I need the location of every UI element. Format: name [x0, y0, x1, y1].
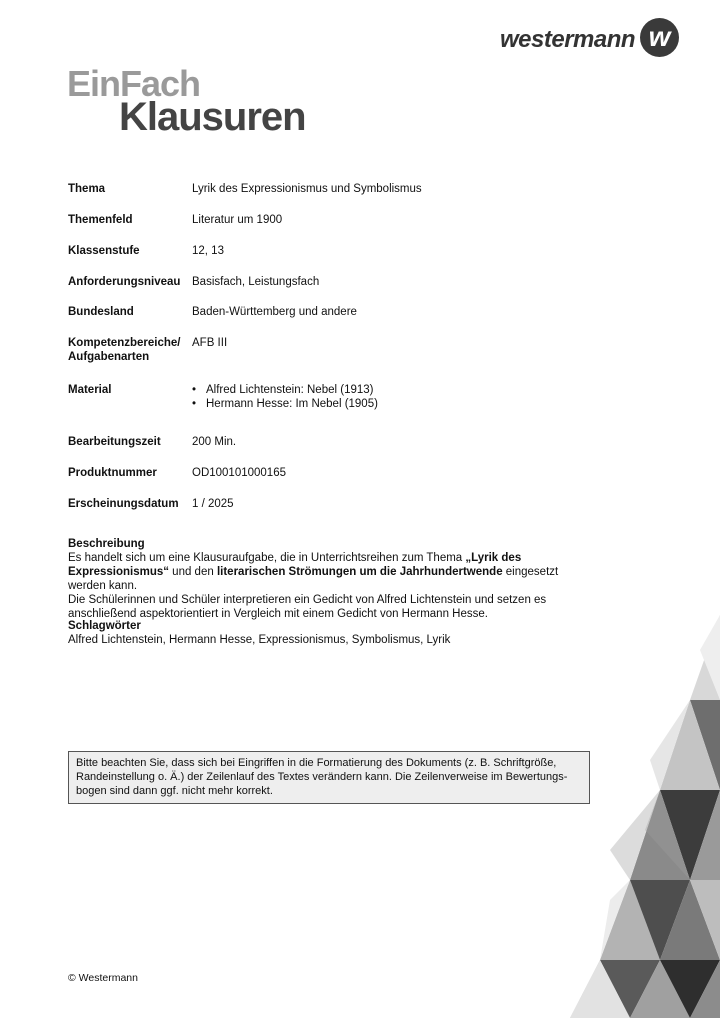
- copyright-footer: © Westermann: [68, 972, 138, 984]
- meta-label: Erscheinungsdatum: [68, 498, 179, 510]
- publisher-logo-badge: w: [640, 18, 679, 57]
- meta-value: 200 Min.: [192, 436, 237, 448]
- meta-label: Produktnummer: [68, 467, 157, 479]
- meta-value: OD100101000165: [192, 467, 286, 479]
- meta-label-line: Kompetenzbereiche/: [68, 337, 181, 349]
- meta-value: Lyrik des Expressionismus und Symbolismus: [192, 183, 422, 195]
- meta-value: Literatur um 1900: [192, 214, 283, 226]
- publisher-logo-text: westermann: [500, 26, 636, 53]
- keywords-section: [68, 619, 573, 647]
- meta-value: Baden-Württemberg und andere: [192, 306, 357, 318]
- meta-label: Bundesland: [68, 306, 134, 318]
- series-title-line2: Klausuren: [119, 95, 306, 139]
- meta-label: Material: [68, 384, 112, 396]
- description-title: Beschreibung: [68, 538, 145, 550]
- description-section: [68, 537, 573, 621]
- meta-value: 1 / 2025: [192, 498, 234, 510]
- formatting-notice-box: Bitte beachten Sie, dass sich bei Eingriffen in die Formatierung des Dokuments (z. B. Schriftgröße, Randeinstellung o. Ä.) der Zeilenlauf des Textes verändern kann. Die Zeilenverweise im Bewertungsbogen sind dann ggf. nicht mehr korrekt.: [68, 751, 590, 804]
- meta-value: Basisfach, Leistungsfach: [192, 276, 320, 288]
- meta-label: Themenfeld: [68, 214, 133, 226]
- keywords-title: Schlagwörter: [68, 620, 141, 632]
- meta-label-line: Aufgabenarten: [68, 351, 150, 363]
- meta-label: Thema: [68, 183, 106, 195]
- meta-label: Bearbeitungszeit: [68, 436, 161, 448]
- meta-label: Klassenstufe: [68, 245, 140, 257]
- meta-label: [68, 336, 188, 364]
- material-item: • Alfred Lichtenstein: Nebel (1913): [192, 383, 572, 397]
- material-list: [192, 383, 572, 411]
- meta-value: AFB III: [192, 337, 228, 349]
- meta-value: 12, 13: [192, 245, 224, 257]
- keywords-text: Alfred Lichtenstein, Hermann Hesse, Expressionismus, Symbolismus, Lyrik: [68, 634, 451, 646]
- material-item: • Hermann Hesse: Im Nebel (1905): [192, 397, 572, 411]
- meta-label: Anforderungsniveau: [68, 276, 181, 288]
- series-title-line1: EinFach: [67, 63, 201, 104]
- description-paragraph-2: Die Schülerinnen und Schüler interpretieren ein Gedicht von Alfred Lichtenstein und setzen es anschließend aspektorientiert in Vergleich mit einem Gedicht von Hermann Hesse.: [68, 594, 547, 620]
- description-paragraph-1: Es handelt sich um eine Klausuraufgabe, die in Unterrichtsreihen zum Thema „Lyrik des Expressionismus“ und den literarischen Strömungen um die Jahrhundertwende eingesetzt werden kann.: [68, 552, 559, 592]
